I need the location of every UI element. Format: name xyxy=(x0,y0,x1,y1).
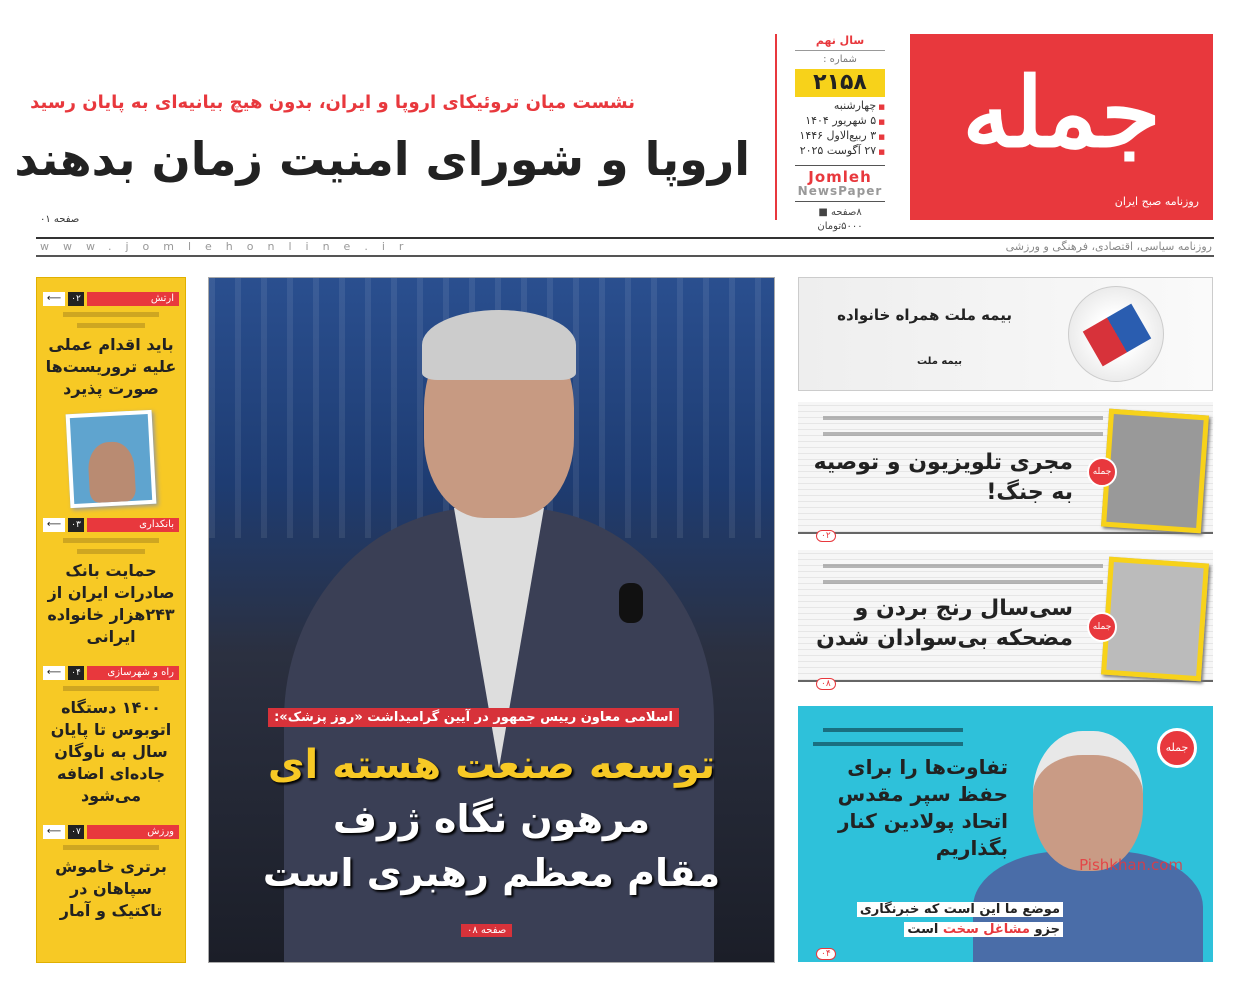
arrow-left-icon: ⟵ xyxy=(43,292,65,306)
rule xyxy=(36,255,1214,257)
section-header[interactable] xyxy=(43,825,179,839)
arrow-left-icon: ⟵ xyxy=(43,518,65,532)
page-number: ۰۷ xyxy=(68,825,84,839)
main-kicker: اسلامی معاون رییس جمهور در آیین گرامیداشت «روز پزشک»: xyxy=(268,708,679,727)
latin-name: Jomleh xyxy=(795,165,885,184)
portrait-photo xyxy=(1101,409,1209,534)
insurance-ad[interactable] xyxy=(798,277,1213,391)
story-card[interactable] xyxy=(798,550,1213,689)
watermark: Pishkhan.com xyxy=(1079,856,1183,874)
logo-text: جمله xyxy=(962,55,1161,169)
issue-label: شماره : xyxy=(823,54,857,65)
lead-headline[interactable]: اروپا و شورای امنیت زمان بدهند xyxy=(14,132,750,186)
page-number: ۰۳ xyxy=(68,518,84,532)
price: ۸صفحه ■ ۵۰۰۰تومان xyxy=(817,207,863,232)
rule xyxy=(36,237,1214,239)
date-gregorian: ■ ۲۷ آگوست ۲۰۲۵ xyxy=(795,144,885,159)
headline-line: توسعه صنعت هسته ای xyxy=(267,742,716,788)
story-headline: سی‌سال رنج بردن و مضحکه بی‌سوادان شدن xyxy=(816,596,1073,651)
date-solar: ■ ۵ شهریور ۱۴۰۴ xyxy=(795,114,885,129)
news-headline[interactable]: حمایت بانک صادرات ایران از ۲۴۳هزار خانواده ایرانی xyxy=(47,561,175,646)
issue-info xyxy=(795,34,885,234)
section-name: ارتش xyxy=(87,292,179,306)
section-header[interactable] xyxy=(43,666,179,680)
feature-story[interactable] xyxy=(798,706,1213,962)
main-headline[interactable] xyxy=(249,738,734,900)
microphone-icon xyxy=(619,583,643,623)
section-name: راه و شهرسازی xyxy=(87,666,179,680)
section-header[interactable] xyxy=(43,518,179,532)
jomleh-badge: جمله xyxy=(1087,612,1117,642)
arrow-left-icon: ⟵ xyxy=(43,825,65,839)
section-name: بانکداری xyxy=(87,518,179,532)
jomleh-badge: جمله xyxy=(1087,457,1117,487)
headline-line: مقام معظم رهبری است xyxy=(262,851,721,895)
logo-subtitle: روزنامه صبح ایران xyxy=(1114,195,1199,208)
lead-kicker: نشست میان تروئیکای اروپا و ایران، بدون هیچ بیانیه‌ای به پایان رسید xyxy=(30,92,635,113)
website[interactable]: www.jomlehonline.ir xyxy=(40,240,418,253)
date-weekday: ■ چهارشنبه xyxy=(795,99,885,114)
feature-headline: تفاوت‌ها را برای حفظ سپر مقدس اتحاد پولادین کنار بگذاریم xyxy=(837,755,1008,860)
ad-globe-image xyxy=(1068,286,1164,382)
page-number[interactable]: ۰۸ xyxy=(816,678,836,690)
feature-quote: موضع ما این است که خبرنگاری جزو مشاغل سخت است xyxy=(803,900,1063,940)
news-headline[interactable]: ۱۴۰۰ دستگاه اتوبوس تا پایان سال به ناوگان جاده‌ای اضافه می‌شود xyxy=(50,698,172,805)
story-card[interactable] xyxy=(798,402,1213,541)
year: سال نهم xyxy=(795,34,885,51)
main-page: صفحه ۰۸ xyxy=(461,924,512,937)
page-number[interactable]: ۰۴ xyxy=(816,948,836,960)
masthead-logo xyxy=(910,34,1213,220)
headline-line: مرهون نگاه ژرف xyxy=(332,797,651,841)
jomleh-badge: جمله xyxy=(1157,728,1197,768)
portrait-photo xyxy=(66,410,157,508)
story-headline: مجری تلویزیون و توصیه به جنگ! xyxy=(813,450,1073,505)
news-headline[interactable]: باید اقدام عملی علیه تروریست‌ها صورت پذیرد xyxy=(45,335,177,398)
page-number: ۰۴ xyxy=(68,666,84,680)
tagline: روزنامه سیاسی، اقتصادی، فرهنگی و ورزشی xyxy=(1005,240,1212,253)
ad-brand: بیمه ملت xyxy=(917,356,962,367)
main-photo-story[interactable] xyxy=(208,277,775,963)
section-header[interactable] xyxy=(43,292,179,306)
page-number: ۰۲ xyxy=(68,292,84,306)
divider xyxy=(775,34,777,220)
page-number[interactable]: ۰۲ xyxy=(816,530,836,542)
left-news-column xyxy=(36,277,186,963)
portrait-photo xyxy=(1101,557,1209,682)
arrow-left-icon: ⟵ xyxy=(43,666,65,680)
section-name: ورزش xyxy=(87,825,179,839)
lead-page: صفحه ۰۱ xyxy=(40,214,80,225)
latin-sub: NewsPaper xyxy=(795,184,885,202)
date-lunar: ■ ۳ ربیع‌الاول ۱۴۴۶ xyxy=(795,129,885,144)
news-headline[interactable]: برتری خاموش سپاهان در تاکتیک و آمار xyxy=(55,857,167,920)
ad-slogan: بیمه ملت همراه خانواده xyxy=(837,306,1012,324)
issue-number: ۲۱۵۸ xyxy=(795,69,885,97)
